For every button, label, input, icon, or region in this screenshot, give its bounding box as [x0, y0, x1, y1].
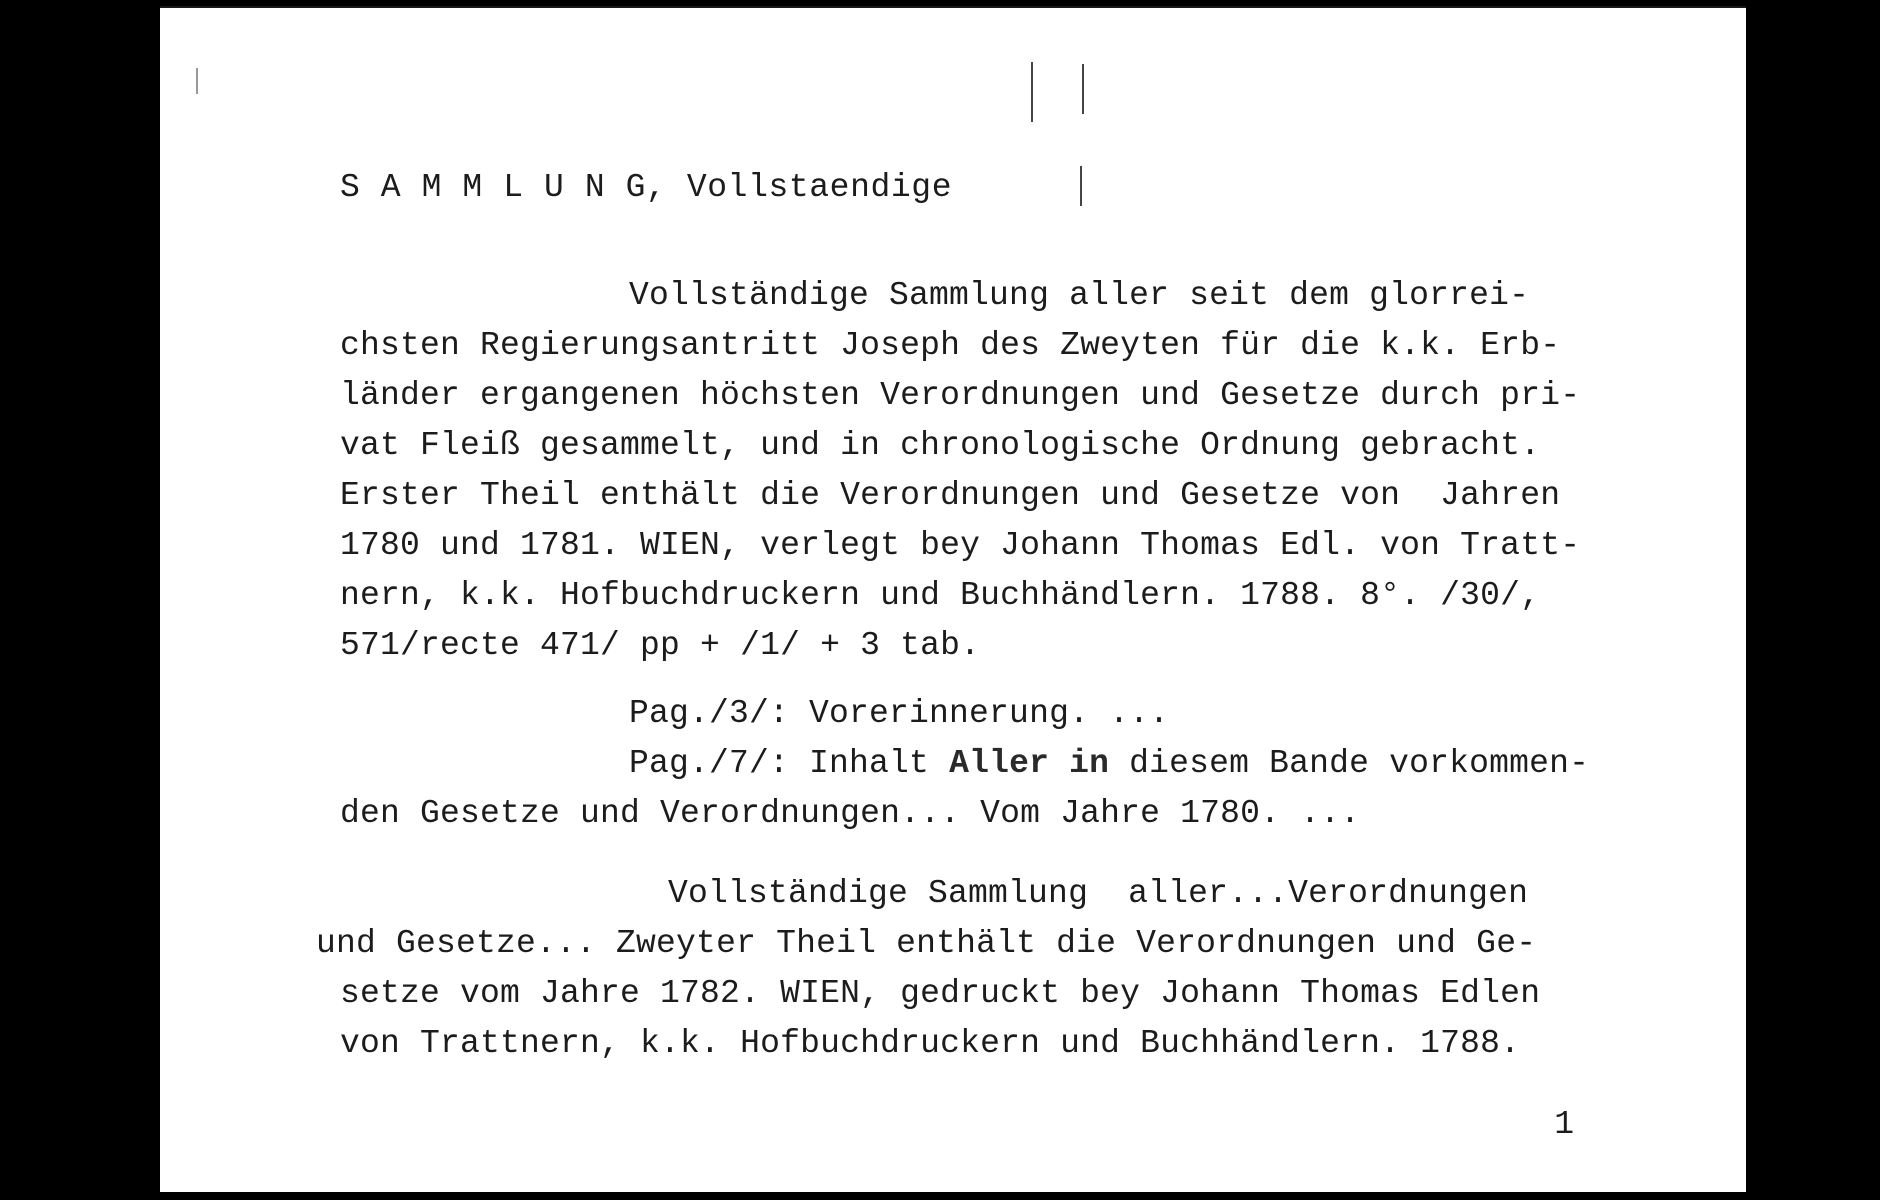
note-text: diesem Bande vorkommen- [1109, 745, 1590, 782]
entry1-line: länder ergangenen höchsten Verordnungen und Gesetze durch pri- [340, 377, 1581, 414]
entry1-line: Vollständige Sammlung aller seit dem glorrei- [629, 277, 1530, 314]
entry1-line: 1780 und 1781. WIEN, verlegt bey Johann Thomas Edl. von Tratt- [340, 527, 1581, 564]
note-line: den Gesetze und Verordnungen... Vom Jahre 1780. ... [340, 795, 1361, 832]
entry1-line: vat Fleiß gesammelt, und in chronologische Ordnung gebracht. [340, 427, 1541, 464]
entry2-line: setze vom Jahre 1782. WIEN, gedruckt bey Johann Thomas Edlen [340, 975, 1541, 1012]
scan-mark [1082, 64, 1084, 114]
scan-mark [1031, 62, 1033, 122]
catalog-card [160, 6, 1746, 1192]
entry2-line: von Trattnern, k.k. Hofbuchdruckern und Buchhändlern. 1788. [340, 1025, 1521, 1062]
note-line-struck [629, 744, 1589, 784]
entry1-line: Erster Theil enthält die Verordnungen und Gesetze von Jahren [340, 477, 1561, 514]
entry1-line: chsten Regierungsantritt Joseph des Zweyten für die k.k. Erb- [340, 327, 1561, 364]
scan-mark [1080, 166, 1082, 206]
entry1-line: nern, k.k. Hofbuchdruckern und Buchhändlern. 1788. 8°. /30/, [340, 577, 1541, 614]
note-line: Pag./3/: Vorerinnerung. ... [629, 695, 1170, 732]
entry1-line: 571/recte 471/ pp + /1/ + 3 tab. [340, 627, 981, 664]
page-number: 1 [1554, 1106, 1574, 1143]
note-text: Pag./7/: Inhalt [629, 745, 950, 782]
card-heading: S A M M L U N G, Vollstaendige [340, 169, 953, 206]
entry2-line: und Gesetze... Zweyter Theil enthält die Verordnungen und Ge- [316, 925, 1537, 962]
entry2-line: Vollständige Sammlung aller...Verordnungen [668, 875, 1529, 912]
struck-text: Aller in [949, 745, 1110, 782]
scan-mark [196, 68, 198, 94]
